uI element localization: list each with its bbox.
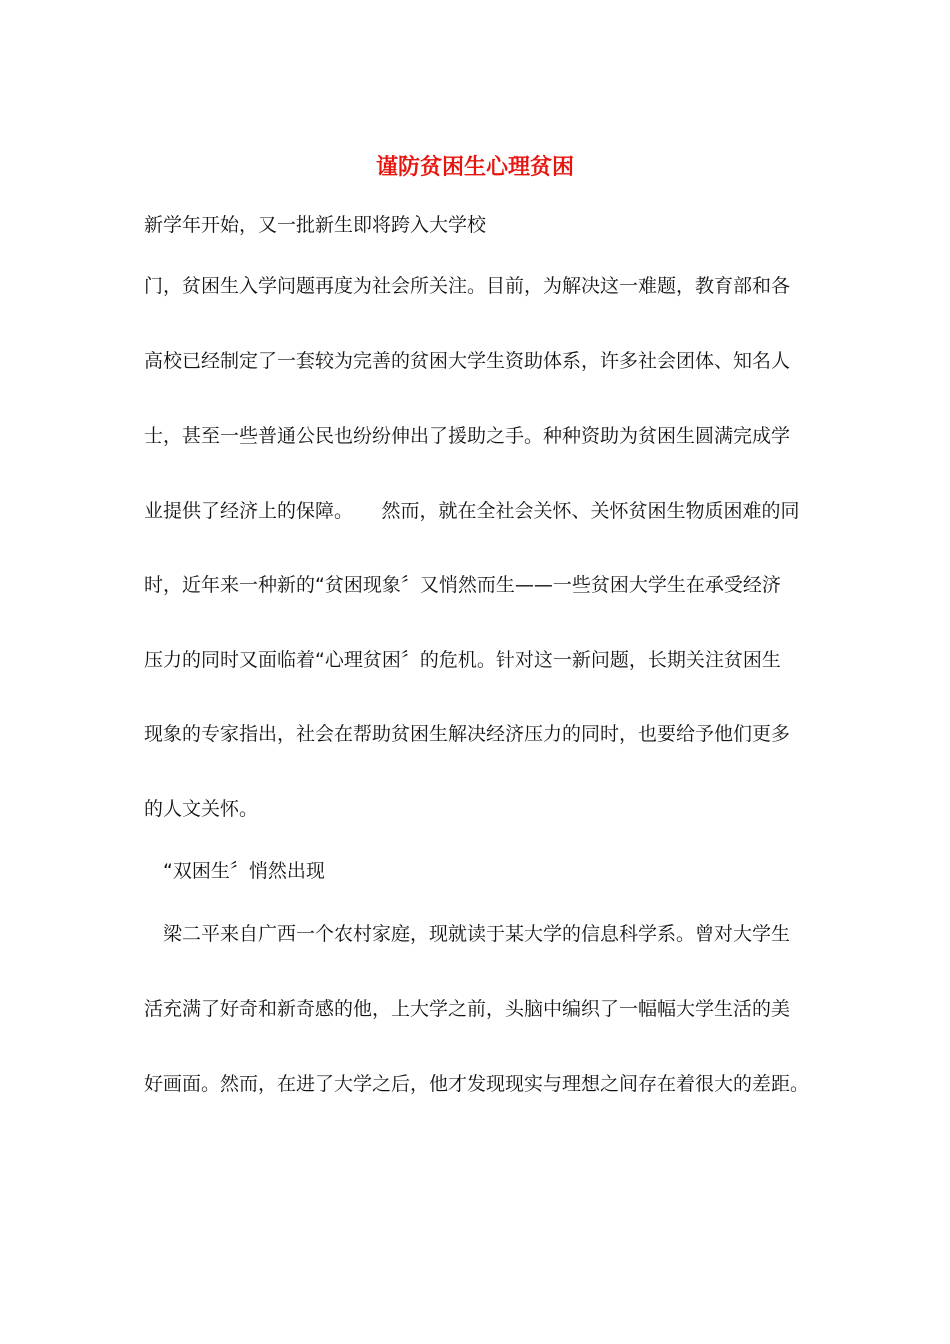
body-line-6: 时，近年来一种新的“贫困现象〞又悄然而生——一些贫困大学生在承受经济 <box>144 574 781 596</box>
body-line-11: 梁二平来自广西一个农村家庭，现就读于某大学的信息科学系。曾对大学生 <box>144 923 791 945</box>
body-line-7: 压力的同时又面临着“心理贫困〞的危机。针对这一新问题，长期关注贫困生 <box>144 649 781 671</box>
body-line-5: 业提供了经济上的保障。 然而，就在全社会关怀、关怀贫困生物质困难的同 <box>144 500 800 522</box>
body-line-8: 现象的专家指出，社会在帮助贫困生解决经济压力的同时，也要给予他们更多 <box>144 723 791 745</box>
body-line-12: 活充满了好奇和新奇感的他，上大学之前，头脑中编织了一幅幅大学生活的美 <box>144 998 791 1020</box>
body-line-13: 好画面。然而，在进了大学之后，他才发现现实与理想之间存在着很大的差距。 <box>144 1073 810 1095</box>
body-line-4: 士，甚至一些普通公民也纷纷伸出了援助之手。种种资助为贫困生圆满完成学 <box>144 425 791 447</box>
document-title: 谨防贫困生心理贫困 <box>375 155 574 180</box>
section-heading: “双困生〞悄然出现 <box>144 860 325 882</box>
body-line-3: 高校已经制定了一套较为完善的贫困大学生资助体系，许多社会团体、知名人 <box>144 350 791 372</box>
body-line-1: 新学年开始，又一批新生即将跨入大学校 <box>144 214 487 236</box>
body-line-9: 的人文关怀。 <box>144 798 259 820</box>
body-line-2: 门，贫困生入学问题再度为社会所关注。目前，为解决这一难题，教育部和各 <box>144 275 791 297</box>
